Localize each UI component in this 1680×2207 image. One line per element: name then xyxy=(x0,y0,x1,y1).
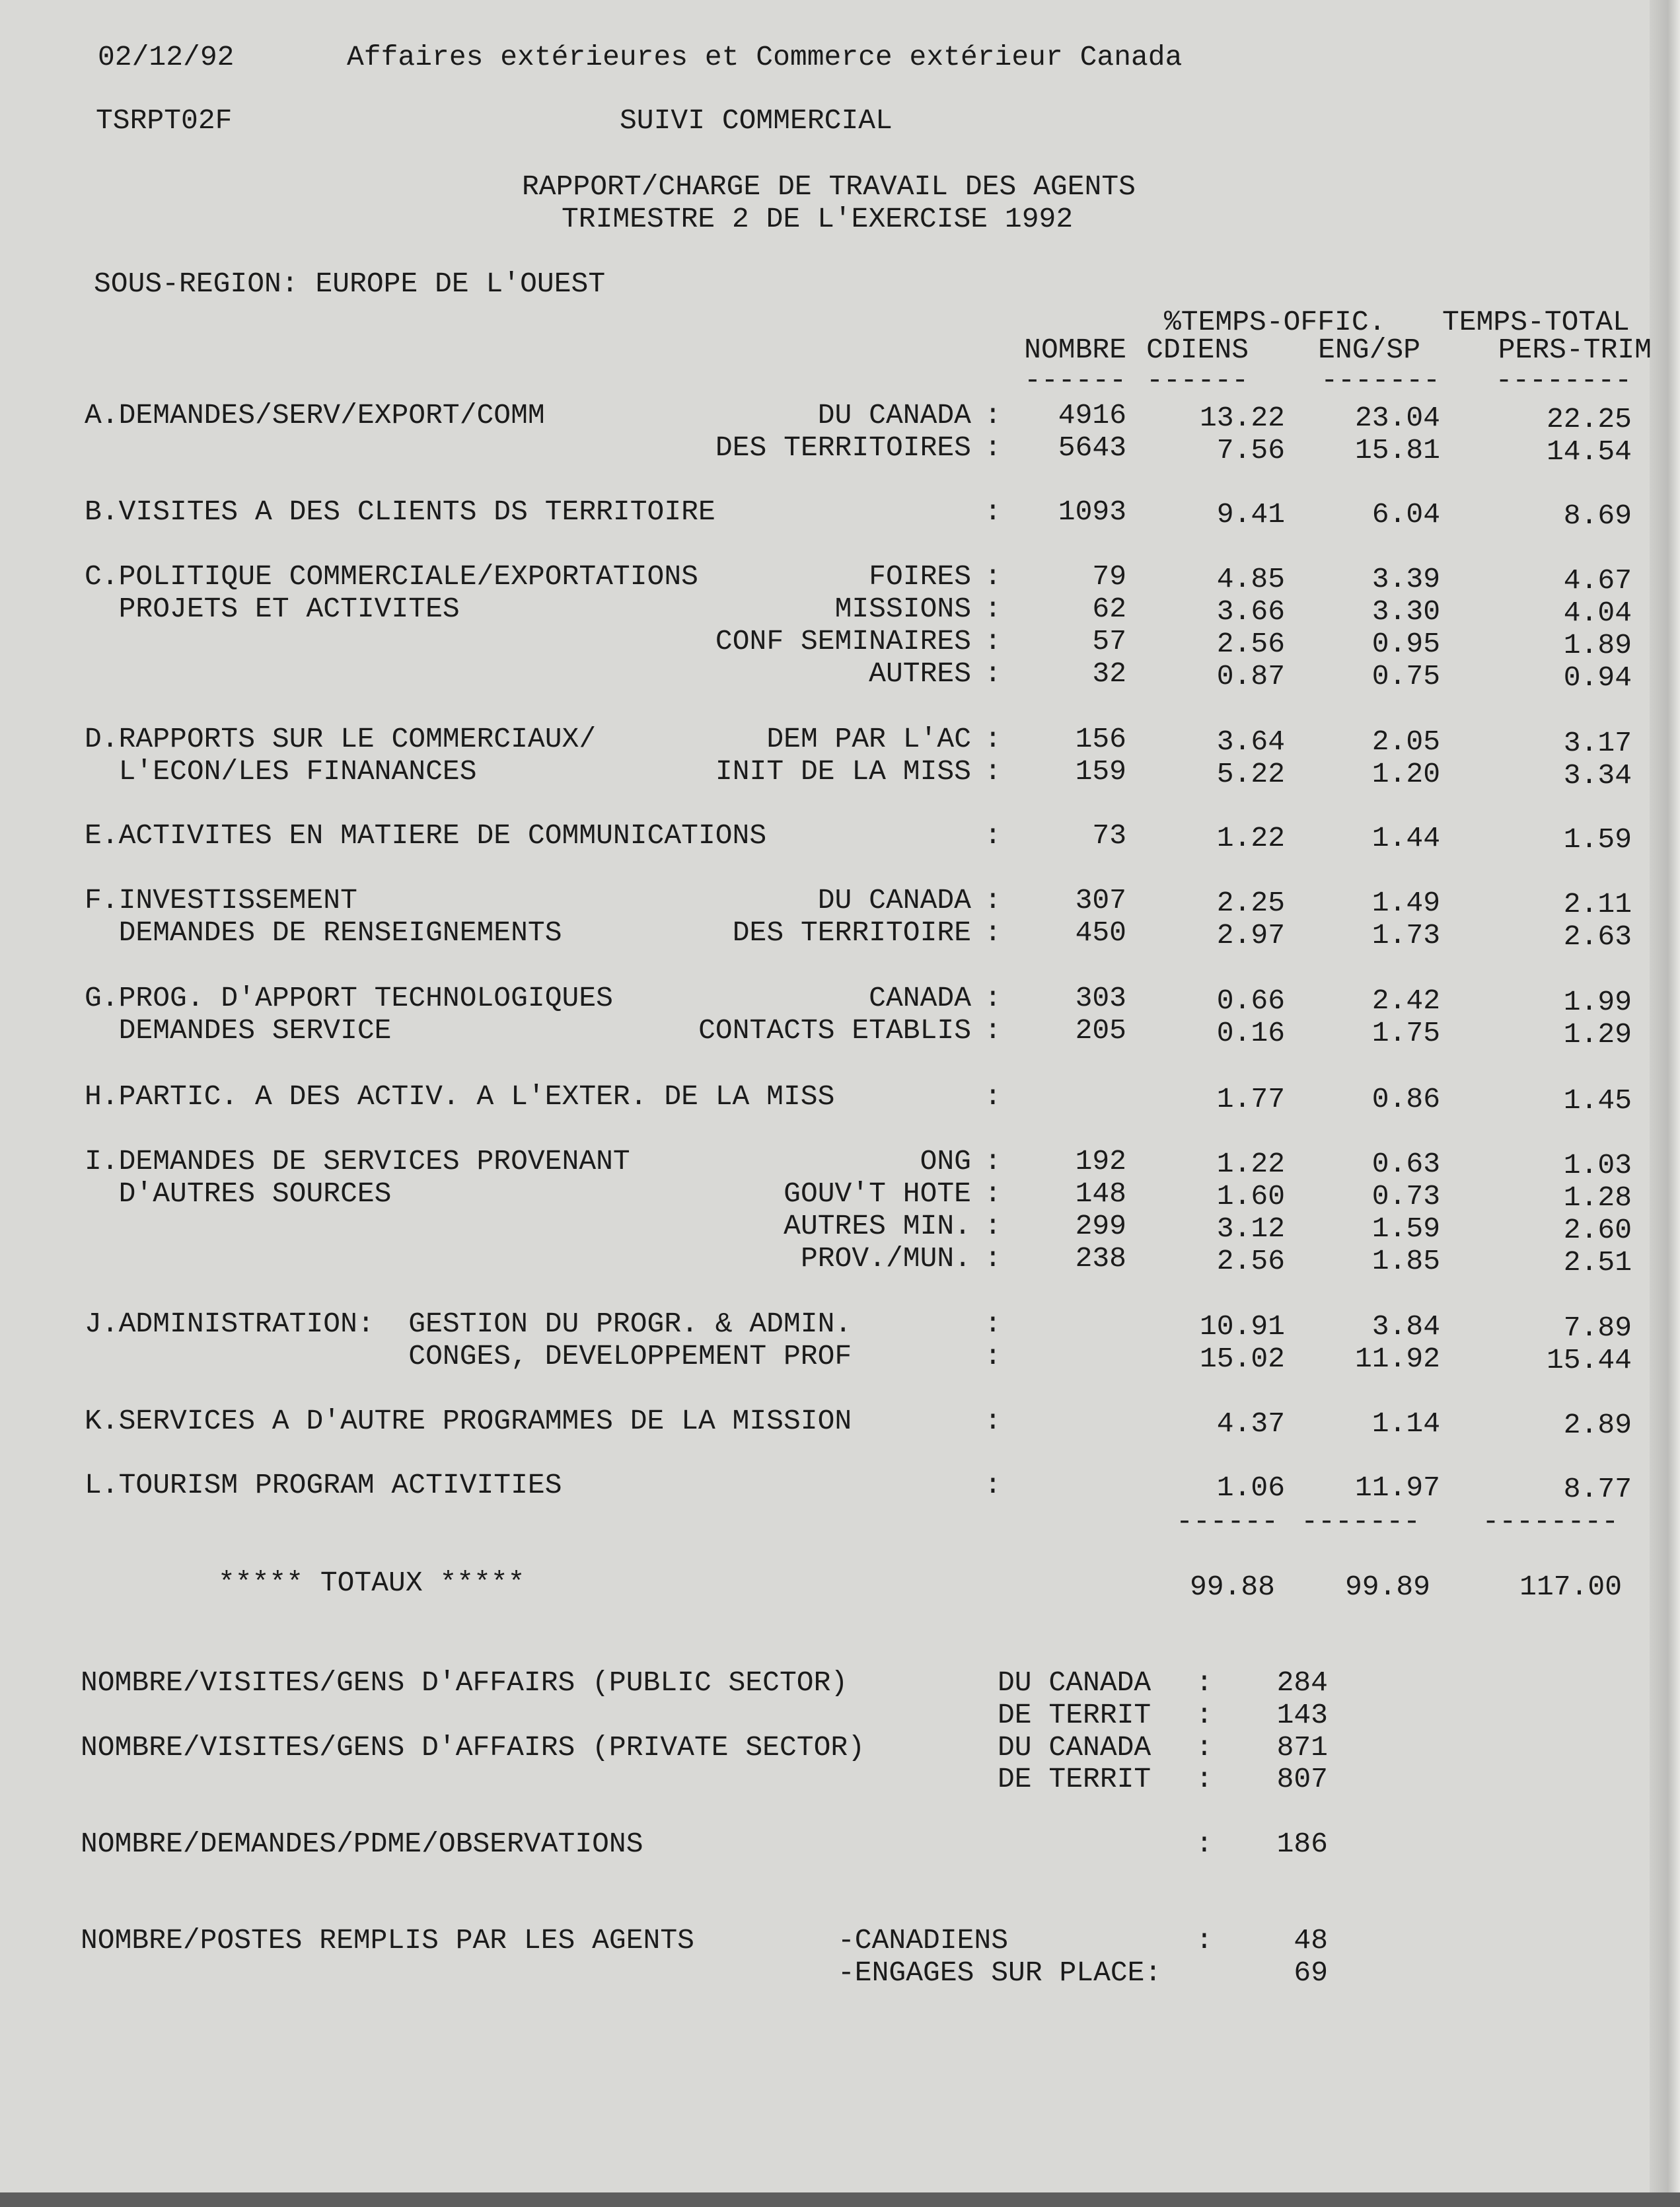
row-cdiens: 2.56 xyxy=(1216,628,1285,660)
row-engsp: 0.86 xyxy=(1371,1083,1440,1115)
row-cdiens: 2.25 xyxy=(1216,887,1285,919)
row-colon: : xyxy=(984,982,1002,1014)
row-pers: 8.69 xyxy=(1563,500,1632,532)
row-cdiens: 1.22 xyxy=(1216,822,1285,854)
row-colon: : xyxy=(984,1210,1002,1242)
row-label: DEMANDES DE RENSEIGNEMENTS xyxy=(85,916,562,949)
row-engsp: 1.44 xyxy=(1371,822,1440,854)
row-engsp: 11.92 xyxy=(1354,1343,1440,1375)
row-cdiens: 3.66 xyxy=(1216,595,1285,628)
row-cdiens: 1.06 xyxy=(1216,1472,1285,1504)
row-sublabel: AUTRES xyxy=(869,657,971,690)
summary-colon: : xyxy=(1196,1666,1213,1699)
summary-sublabel: DU CANADA xyxy=(998,1731,1151,1764)
row-nombre: 62 xyxy=(1092,593,1126,625)
row-engsp: 1.75 xyxy=(1371,1017,1440,1049)
row-label: I.DEMANDES DE SERVICES PROVENANT xyxy=(85,1145,630,1178)
row-nombre: 148 xyxy=(1075,1178,1126,1210)
row-sublabel: CONF SEMINAIRES xyxy=(715,625,971,657)
row-nombre: 307 xyxy=(1075,884,1126,916)
row-pers: 15.44 xyxy=(1546,1344,1632,1376)
row-pers: 1.59 xyxy=(1563,823,1632,856)
col-nombre-header: NOMBRE xyxy=(1024,334,1126,366)
row-colon: : xyxy=(984,1014,1002,1047)
row-label: CONGES, DEVELOPPEMENT PROF xyxy=(85,1340,852,1372)
row-engsp: 3.30 xyxy=(1371,595,1440,628)
row-sublabel: CANADA xyxy=(869,982,971,1014)
row-colon: : xyxy=(984,1080,1002,1113)
row-cdiens: 3.12 xyxy=(1216,1213,1285,1245)
row-nombre: 156 xyxy=(1075,723,1126,755)
row-cdiens: 3.64 xyxy=(1216,726,1285,758)
row-nombre: 450 xyxy=(1075,916,1126,949)
row-engsp: 0.63 xyxy=(1371,1148,1440,1180)
summary-value: 807 xyxy=(1276,1763,1328,1795)
row-nombre: 192 xyxy=(1075,1145,1126,1178)
row-engsp: 1.14 xyxy=(1371,1407,1440,1440)
row-engsp: 1.49 xyxy=(1371,887,1440,919)
report-date: 02/12/92 xyxy=(98,41,235,73)
row-colon: : xyxy=(984,431,1002,464)
row-label: D'AUTRES SOURCES xyxy=(85,1178,392,1210)
row-engsp: 3.84 xyxy=(1371,1310,1440,1343)
row-colon: : xyxy=(984,625,1002,657)
scan-bottom-edge xyxy=(0,2192,1680,2207)
row-colon: : xyxy=(984,1308,1002,1340)
row-nombre: 73 xyxy=(1092,819,1126,852)
row-nombre: 32 xyxy=(1092,657,1126,690)
row-colon: : xyxy=(984,399,1002,431)
summary-colon: : xyxy=(1196,1763,1213,1795)
row-sublabel: FOIRES xyxy=(869,560,971,593)
summary-label: NOMBRE/VISITES/GENS D'AFFAIRS (PRIVATE SECTOR) xyxy=(81,1731,865,1764)
row-cdiens: 9.41 xyxy=(1216,498,1285,531)
row-engsp: 1.85 xyxy=(1371,1245,1440,1277)
col-engsp-header: ENG/SP xyxy=(1318,334,1420,366)
totals-rule-pers: -------- xyxy=(1482,1505,1619,1538)
row-engsp: 1.73 xyxy=(1371,919,1440,952)
row-engsp: 0.73 xyxy=(1371,1180,1440,1213)
col-total-header: TEMPS-TOTAL xyxy=(1442,306,1630,338)
row-colon: : xyxy=(984,593,1002,625)
summary-value: 186 xyxy=(1276,1828,1328,1860)
row-colon: : xyxy=(984,657,1002,690)
subregion-label: SOUS-REGION: EUROPE DE L'OUEST xyxy=(94,268,606,300)
row-engsp: 0.75 xyxy=(1371,660,1440,692)
row-sublabel: PROV./MUN. xyxy=(800,1242,971,1275)
row-pers: 3.34 xyxy=(1563,759,1632,792)
row-nombre: 5643 xyxy=(1058,431,1126,464)
row-nombre: 4916 xyxy=(1058,399,1126,431)
row-cdiens: 10.91 xyxy=(1199,1310,1285,1343)
row-engsp: 15.81 xyxy=(1354,434,1440,467)
row-colon: : xyxy=(984,560,1002,593)
summary-label: NOMBRE/VISITES/GENS D'AFFAIRS (PUBLIC SECTOR) xyxy=(81,1666,848,1699)
row-colon: : xyxy=(984,1405,1002,1437)
report-id: TSRPT02F xyxy=(96,104,233,137)
row-cdiens: 7.56 xyxy=(1216,434,1285,467)
totals-rule-engsp: ------- xyxy=(1301,1505,1420,1538)
row-sublabel: CONTACTS ETABLIS xyxy=(698,1014,971,1047)
row-pers: 0.94 xyxy=(1563,661,1632,694)
row-pers: 8.77 xyxy=(1563,1473,1632,1505)
row-sublabel: DU CANADA xyxy=(817,884,971,916)
row-label: PROJETS ET ACTIVITES xyxy=(85,593,460,625)
row-colon: : xyxy=(984,723,1002,755)
row-cdiens: 1.60 xyxy=(1216,1180,1285,1213)
summary-colon: : xyxy=(1196,1924,1213,1957)
row-engsp: 23.04 xyxy=(1354,402,1440,434)
row-nombre: 79 xyxy=(1092,560,1126,593)
row-label: C.POLITIQUE COMMERCIALE/EXPORTATIONS xyxy=(85,560,698,593)
totals-pers: 117.00 xyxy=(1519,1571,1622,1603)
col-pers-header: PERS-TRIM xyxy=(1498,334,1652,366)
row-pers: 4.67 xyxy=(1563,564,1632,597)
page-edge-shadow xyxy=(1650,0,1680,2207)
row-engsp: 6.04 xyxy=(1371,498,1440,531)
row-sublabel: GOUV'T HOTE xyxy=(784,1178,971,1210)
summary-label: NOMBRE/DEMANDES/PDME/OBSERVATIONS xyxy=(81,1828,643,1860)
row-pers: 1.29 xyxy=(1563,1018,1632,1051)
row-label: K.SERVICES A D'AUTRE PROGRAMMES DE LA MISSION xyxy=(85,1405,852,1437)
row-sublabel: DES TERRITOIRE xyxy=(732,916,971,949)
row-pers: 1.28 xyxy=(1563,1181,1632,1214)
row-cdiens: 1.22 xyxy=(1216,1148,1285,1180)
row-sublabel: DES TERRITOIRES xyxy=(715,431,971,464)
row-cdiens: 0.16 xyxy=(1216,1017,1285,1049)
col-pers-rule: -------- xyxy=(1495,364,1632,396)
summary-sublabel: DE TERRIT xyxy=(998,1699,1151,1731)
row-cdiens: 0.66 xyxy=(1216,985,1285,1017)
row-engsp: 3.39 xyxy=(1371,563,1440,595)
summary-colon: : xyxy=(1196,1731,1213,1764)
row-pers: 3.17 xyxy=(1563,727,1632,759)
row-sublabel: ONG xyxy=(920,1145,971,1178)
report-title: RAPPORT/CHARGE DE TRAVAIL DES AGENTS xyxy=(522,170,1136,203)
summary-value: 69 xyxy=(1294,1957,1328,1989)
row-label: L'ECON/LES FINANANCES xyxy=(85,755,477,788)
col-group-header: %TEMPS-OFFIC. xyxy=(1164,306,1386,338)
row-colon: : xyxy=(984,819,1002,852)
row-nombre: 205 xyxy=(1075,1014,1126,1047)
row-pers: 1.45 xyxy=(1563,1084,1632,1117)
row-engsp: 2.05 xyxy=(1371,726,1440,758)
row-cdiens: 0.87 xyxy=(1216,660,1285,692)
row-cdiens: 4.85 xyxy=(1216,563,1285,595)
row-nombre: 57 xyxy=(1092,625,1126,657)
row-colon: : xyxy=(984,755,1002,788)
totals-rule-cdiens: ------ xyxy=(1176,1505,1278,1538)
summary-sublabel: -ENGAGES SUR PLACE: xyxy=(838,1957,1162,1989)
row-pers: 1.99 xyxy=(1563,986,1632,1018)
row-engsp: 0.95 xyxy=(1371,628,1440,660)
summary-colon: : xyxy=(1196,1828,1213,1860)
row-label: E.ACTIVITES EN MATIERE DE COMMUNICATIONS xyxy=(85,819,767,852)
row-cdiens: 2.97 xyxy=(1216,919,1285,952)
row-engsp: 1.20 xyxy=(1371,758,1440,790)
summary-value: 871 xyxy=(1276,1731,1328,1764)
row-pers: 2.89 xyxy=(1563,1409,1632,1441)
row-label: J.ADMINISTRATION: GESTION DU PROGR. & ADMIN. xyxy=(85,1308,852,1340)
summary-value: 48 xyxy=(1294,1924,1328,1957)
row-pers: 2.11 xyxy=(1563,888,1632,920)
row-label: H.PARTIC. A DES ACTIV. A L'EXTER. DE LA MISS xyxy=(85,1080,835,1113)
row-label: L.TOURISM PROGRAM ACTIVITIES xyxy=(85,1469,562,1501)
col-cdiens-rule: ------ xyxy=(1146,364,1249,396)
totals-label: ***** TOTAUX ***** xyxy=(218,1567,525,1599)
row-sublabel: AUTRES MIN. xyxy=(784,1210,971,1242)
row-colon: : xyxy=(984,1178,1002,1210)
organization-name: Affaires extérieures et Commerce extérieur Canada xyxy=(347,41,1183,73)
summary-sublabel: DE TERRIT xyxy=(998,1763,1151,1795)
row-pers: 22.25 xyxy=(1546,403,1632,435)
row-nombre: 303 xyxy=(1075,982,1126,1014)
row-cdiens: 4.37 xyxy=(1216,1407,1285,1440)
row-nombre: 238 xyxy=(1075,1242,1126,1275)
system-name: SUIVI COMMERCIAL xyxy=(620,104,893,137)
row-colon: : xyxy=(984,496,1002,528)
summary-label: NOMBRE/POSTES REMPLIS PAR LES AGENTS xyxy=(81,1924,694,1957)
row-label: A.DEMANDES/SERV/EXPORT/COMM xyxy=(85,399,545,431)
row-label: F.INVESTISSEMENT xyxy=(85,884,357,916)
summary-sublabel: -CANADIENS xyxy=(838,1924,1009,1957)
row-cdiens: 13.22 xyxy=(1199,402,1285,434)
row-pers: 2.51 xyxy=(1563,1246,1632,1279)
col-engsp-rule: ------- xyxy=(1321,364,1440,396)
row-label: G.PROG. D'APPORT TECHNOLOGIQUES xyxy=(85,982,613,1014)
row-sublabel: MISSIONS xyxy=(834,593,971,625)
summary-value: 284 xyxy=(1276,1666,1328,1699)
row-pers: 2.63 xyxy=(1563,920,1632,953)
row-label: DEMANDES SERVICE xyxy=(85,1014,392,1047)
row-sublabel: INIT DE LA MISS xyxy=(715,755,971,788)
row-sublabel: DU CANADA xyxy=(817,399,971,431)
row-engsp: 1.59 xyxy=(1371,1213,1440,1245)
row-nombre: 299 xyxy=(1075,1210,1126,1242)
row-pers: 14.54 xyxy=(1546,435,1632,468)
row-colon: : xyxy=(984,1469,1002,1501)
summary-colon: : xyxy=(1196,1699,1213,1731)
totals-cdiens: 99.88 xyxy=(1189,1571,1275,1603)
row-colon: : xyxy=(984,1242,1002,1275)
row-cdiens: 1.77 xyxy=(1216,1083,1285,1115)
row-colon: : xyxy=(984,884,1002,916)
row-pers: 7.89 xyxy=(1563,1312,1632,1344)
summary-value: 143 xyxy=(1276,1699,1328,1731)
row-pers: 1.89 xyxy=(1563,629,1632,661)
row-pers: 4.04 xyxy=(1563,597,1632,629)
report-subtitle: TRIMESTRE 2 DE L'EXERCISE 1992 xyxy=(562,203,1074,235)
col-cdiens-header: CDIENS xyxy=(1146,334,1249,366)
row-nombre: 1093 xyxy=(1058,496,1126,528)
row-nombre: 159 xyxy=(1075,755,1126,788)
summary-sublabel: DU CANADA xyxy=(998,1666,1151,1699)
row-sublabel: DEM PAR L'AC xyxy=(766,723,971,755)
row-engsp: 2.42 xyxy=(1371,985,1440,1017)
col-nombre-rule: ------ xyxy=(1024,364,1126,396)
row-engsp: 11.97 xyxy=(1354,1472,1440,1504)
row-colon: : xyxy=(984,1145,1002,1178)
row-pers: 1.03 xyxy=(1563,1149,1632,1181)
row-pers: 2.60 xyxy=(1563,1214,1632,1246)
row-colon: : xyxy=(984,916,1002,949)
row-cdiens: 2.56 xyxy=(1216,1245,1285,1277)
row-label: B.VISITES A DES CLIENTS DS TERRITOIRE xyxy=(85,496,715,528)
row-cdiens: 15.02 xyxy=(1199,1343,1285,1375)
row-cdiens: 5.22 xyxy=(1216,758,1285,790)
row-colon: : xyxy=(984,1340,1002,1372)
totals-engsp: 99.89 xyxy=(1344,1571,1430,1603)
row-label: D.RAPPORTS SUR LE COMMERCIAUX/ xyxy=(85,723,597,755)
